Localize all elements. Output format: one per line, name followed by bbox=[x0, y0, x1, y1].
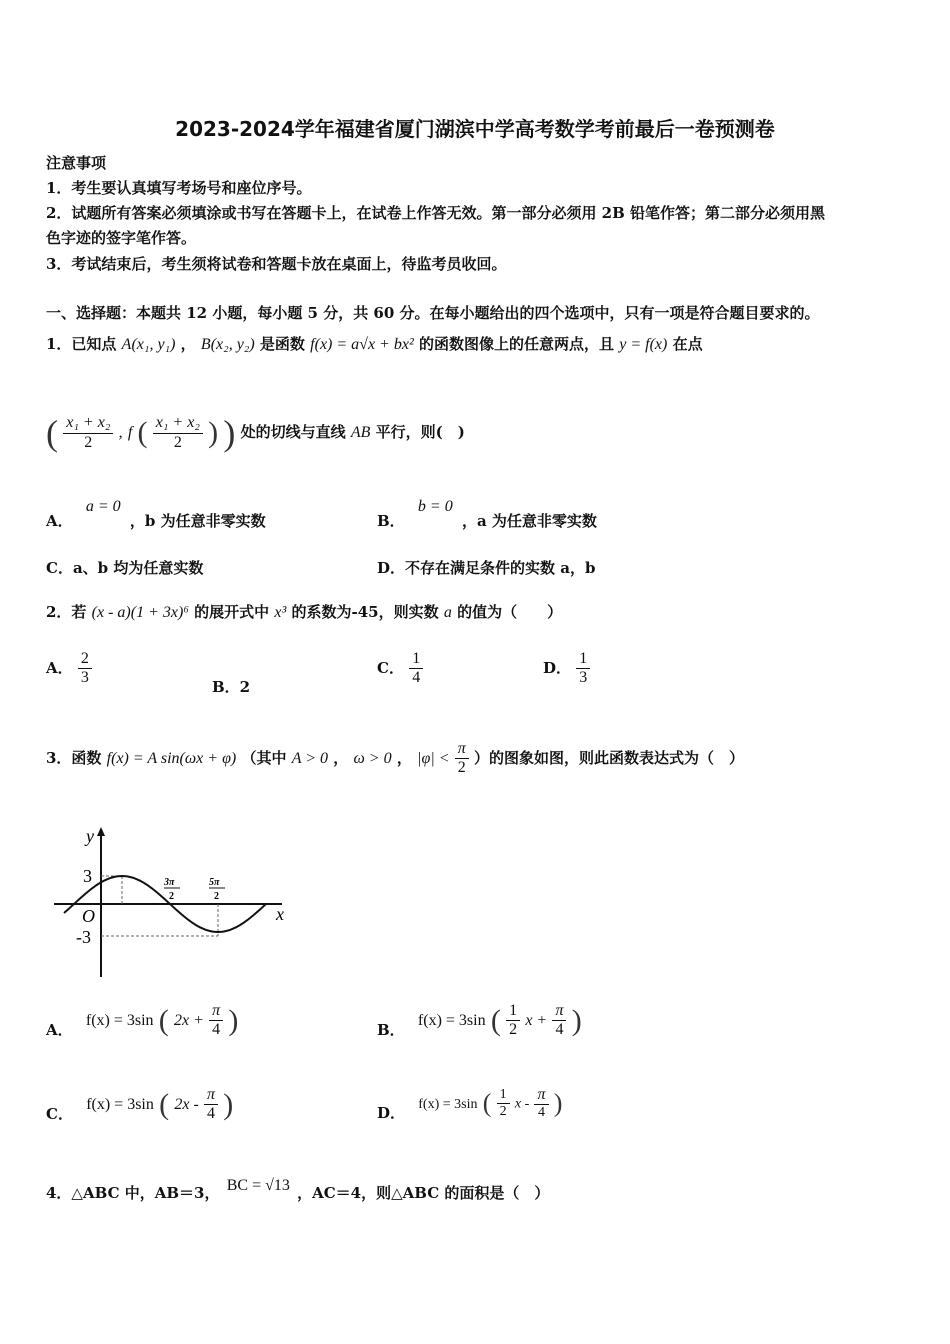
q1-comma: ， bbox=[180, 335, 196, 353]
q1-option-d[interactable]: D．不存在满足条件的实数 a，b bbox=[377, 559, 596, 577]
q2-option-b[interactable]: B．2 bbox=[212, 678, 251, 696]
q3-option-b[interactable]: B． f(x) = 3sin ( $\frac{1}{2}$ x + $\frac{\pi}{4}$ ) bbox=[377, 1002, 582, 1039]
y-axis-arrow bbox=[97, 827, 105, 836]
q1-f-label: f bbox=[127, 424, 133, 441]
q1-x-fraction: $\frac{\text{x₁ + x₂}}{2}$ bbox=[63, 414, 113, 452]
q1-option-b-math: b = 0 bbox=[417, 498, 453, 515]
q2-option-a[interactable]: A． $\frac{2}{3}$ bbox=[46, 650, 92, 688]
q1-curve: y = f(x) bbox=[619, 336, 668, 353]
question-2-stem: 2．若 (x - a)(1 + 3x)⁶ 的展开式中 x³ 的系数为-45，则实数 a 的值为（ ） bbox=[46, 603, 563, 621]
q1-ab: AB bbox=[350, 424, 371, 441]
tick-3pi2-den: 2 bbox=[169, 891, 174, 902]
q3-option-d[interactable]: D． f(x) = 3sin ( $\frac{1}{2}$ x - $\frac{\pi}{4}$ ) bbox=[377, 1086, 563, 1122]
q2-option-d-fraction: $\frac{1}{3}$ bbox=[576, 650, 590, 688]
notice-item-3: 3．考试结束后，考生须将试卷和答题卡放在桌面上，待监考员收回。 bbox=[46, 255, 507, 273]
question-3-stem: 3．函数 f(x) = A sin(ωx + φ) （其中 A > 0 ， ω > 0 ， |φ| < $\frac{\pi}{2}$ ）的图象如图，则此函数表达式为（ ） bbox=[46, 740, 745, 777]
question-1-stem bbox=[46, 333, 703, 354]
q1-prefix: 1．已知点 bbox=[46, 335, 117, 353]
x-label: x bbox=[276, 904, 284, 924]
q2-option-c-fraction: $\frac{1}{4}$ bbox=[409, 650, 423, 688]
q1-fx-fraction: $\frac{\text{x₁ + x₂}}{2}$ bbox=[153, 414, 203, 452]
sine-graph bbox=[46, 822, 296, 982]
q1-function: f(x) = a√x + bx² bbox=[310, 336, 414, 353]
notice-heading: 注意事项 bbox=[46, 154, 107, 172]
q1-point-a: A(x₁, y₁) bbox=[121, 336, 176, 353]
notice-item-2b: 色字迹的签字笔作答。 bbox=[46, 229, 197, 247]
q1-option-b[interactable]: B． b = 0 ，a 为任意非零实数 bbox=[377, 498, 597, 530]
q1-option-a-math: a = 0 bbox=[85, 498, 121, 515]
q1-suffix: 在点 bbox=[672, 335, 703, 353]
question-1-point: ( $\frac{\text{x₁ + x₂}}{2}$ , f ( $\frac{\text{x₁ + x₂}}{2}$ ) ) 处的切线与直线 AB 平行，则( ) bbox=[46, 413, 465, 453]
max-label: 3 bbox=[83, 866, 92, 886]
q1-point-b: B(x₂, y₂) bbox=[200, 336, 255, 353]
min-label: -3 bbox=[76, 927, 91, 947]
q3-option-c[interactable]: C． f(x) = 3sin ( 2x - $\frac{\pi}{4}$ ) bbox=[46, 1086, 234, 1123]
section-heading: 一、选择题：本题共 12 小题，每小题 5 分，共 60 分。在每小题给出的四个选项中，只有一项是符合题目要求的。 bbox=[46, 304, 820, 322]
notice-item-1: 1．考生要认真填写考场号和座位序号。 bbox=[46, 179, 312, 197]
q3-option-a[interactable]: A． f(x) = 3sin ( 2x + $\frac{\pi}{4}$ ) bbox=[46, 1002, 239, 1039]
q1-mid2: 的函数图像上的任意两点，且 bbox=[418, 335, 614, 353]
tick-3pi2-num: 3π bbox=[164, 877, 175, 888]
notice-item-2a: 2．试题所有答案必须填涂或书写在答题卡上，在试卷上作答无效。第一部分必须用 2B 铅笔作答；第二部分必须用黑 bbox=[46, 204, 826, 222]
origin-label: O bbox=[82, 906, 95, 926]
q2-option-c[interactable]: C． $\frac{1}{4}$ bbox=[377, 650, 423, 688]
page-title: 2023-2024学年福建省厦门湖滨中学高考数学考前最后一卷预测卷 bbox=[175, 117, 775, 141]
q4-bc: BC = √13 bbox=[226, 1177, 290, 1194]
y-label: y bbox=[86, 826, 94, 846]
q1-line2-suffix: 处的切线与直线 bbox=[240, 423, 346, 441]
q1-option-a[interactable]: A． a = 0 ，b 为任意非零实数 bbox=[46, 498, 266, 530]
tick-5pi2-num: 5π bbox=[209, 877, 220, 888]
tick-5pi2-den: 2 bbox=[214, 891, 219, 902]
q1-mid1: 是函数 bbox=[259, 335, 305, 353]
q1-option-c[interactable]: C．a、b 均为任意实数 bbox=[46, 559, 204, 577]
q2-expression: (x - a)(1 + 3x)⁶ bbox=[91, 604, 189, 621]
question-4-stem: 4．△ABC 中，AB＝3， BC = √13 ，AC＝4，则△ABC 的面积是（ ） bbox=[46, 1177, 550, 1202]
q2-option-d[interactable]: D． $\frac{1}{3}$ bbox=[543, 650, 590, 688]
q1-line2-end: 平行，则( ) bbox=[375, 423, 465, 441]
q2-option-a-fraction: $\frac{2}{3}$ bbox=[78, 650, 92, 688]
q3-function: f(x) = A sin(ωx + φ) bbox=[106, 749, 237, 767]
q2-x3: x³ bbox=[274, 604, 287, 621]
